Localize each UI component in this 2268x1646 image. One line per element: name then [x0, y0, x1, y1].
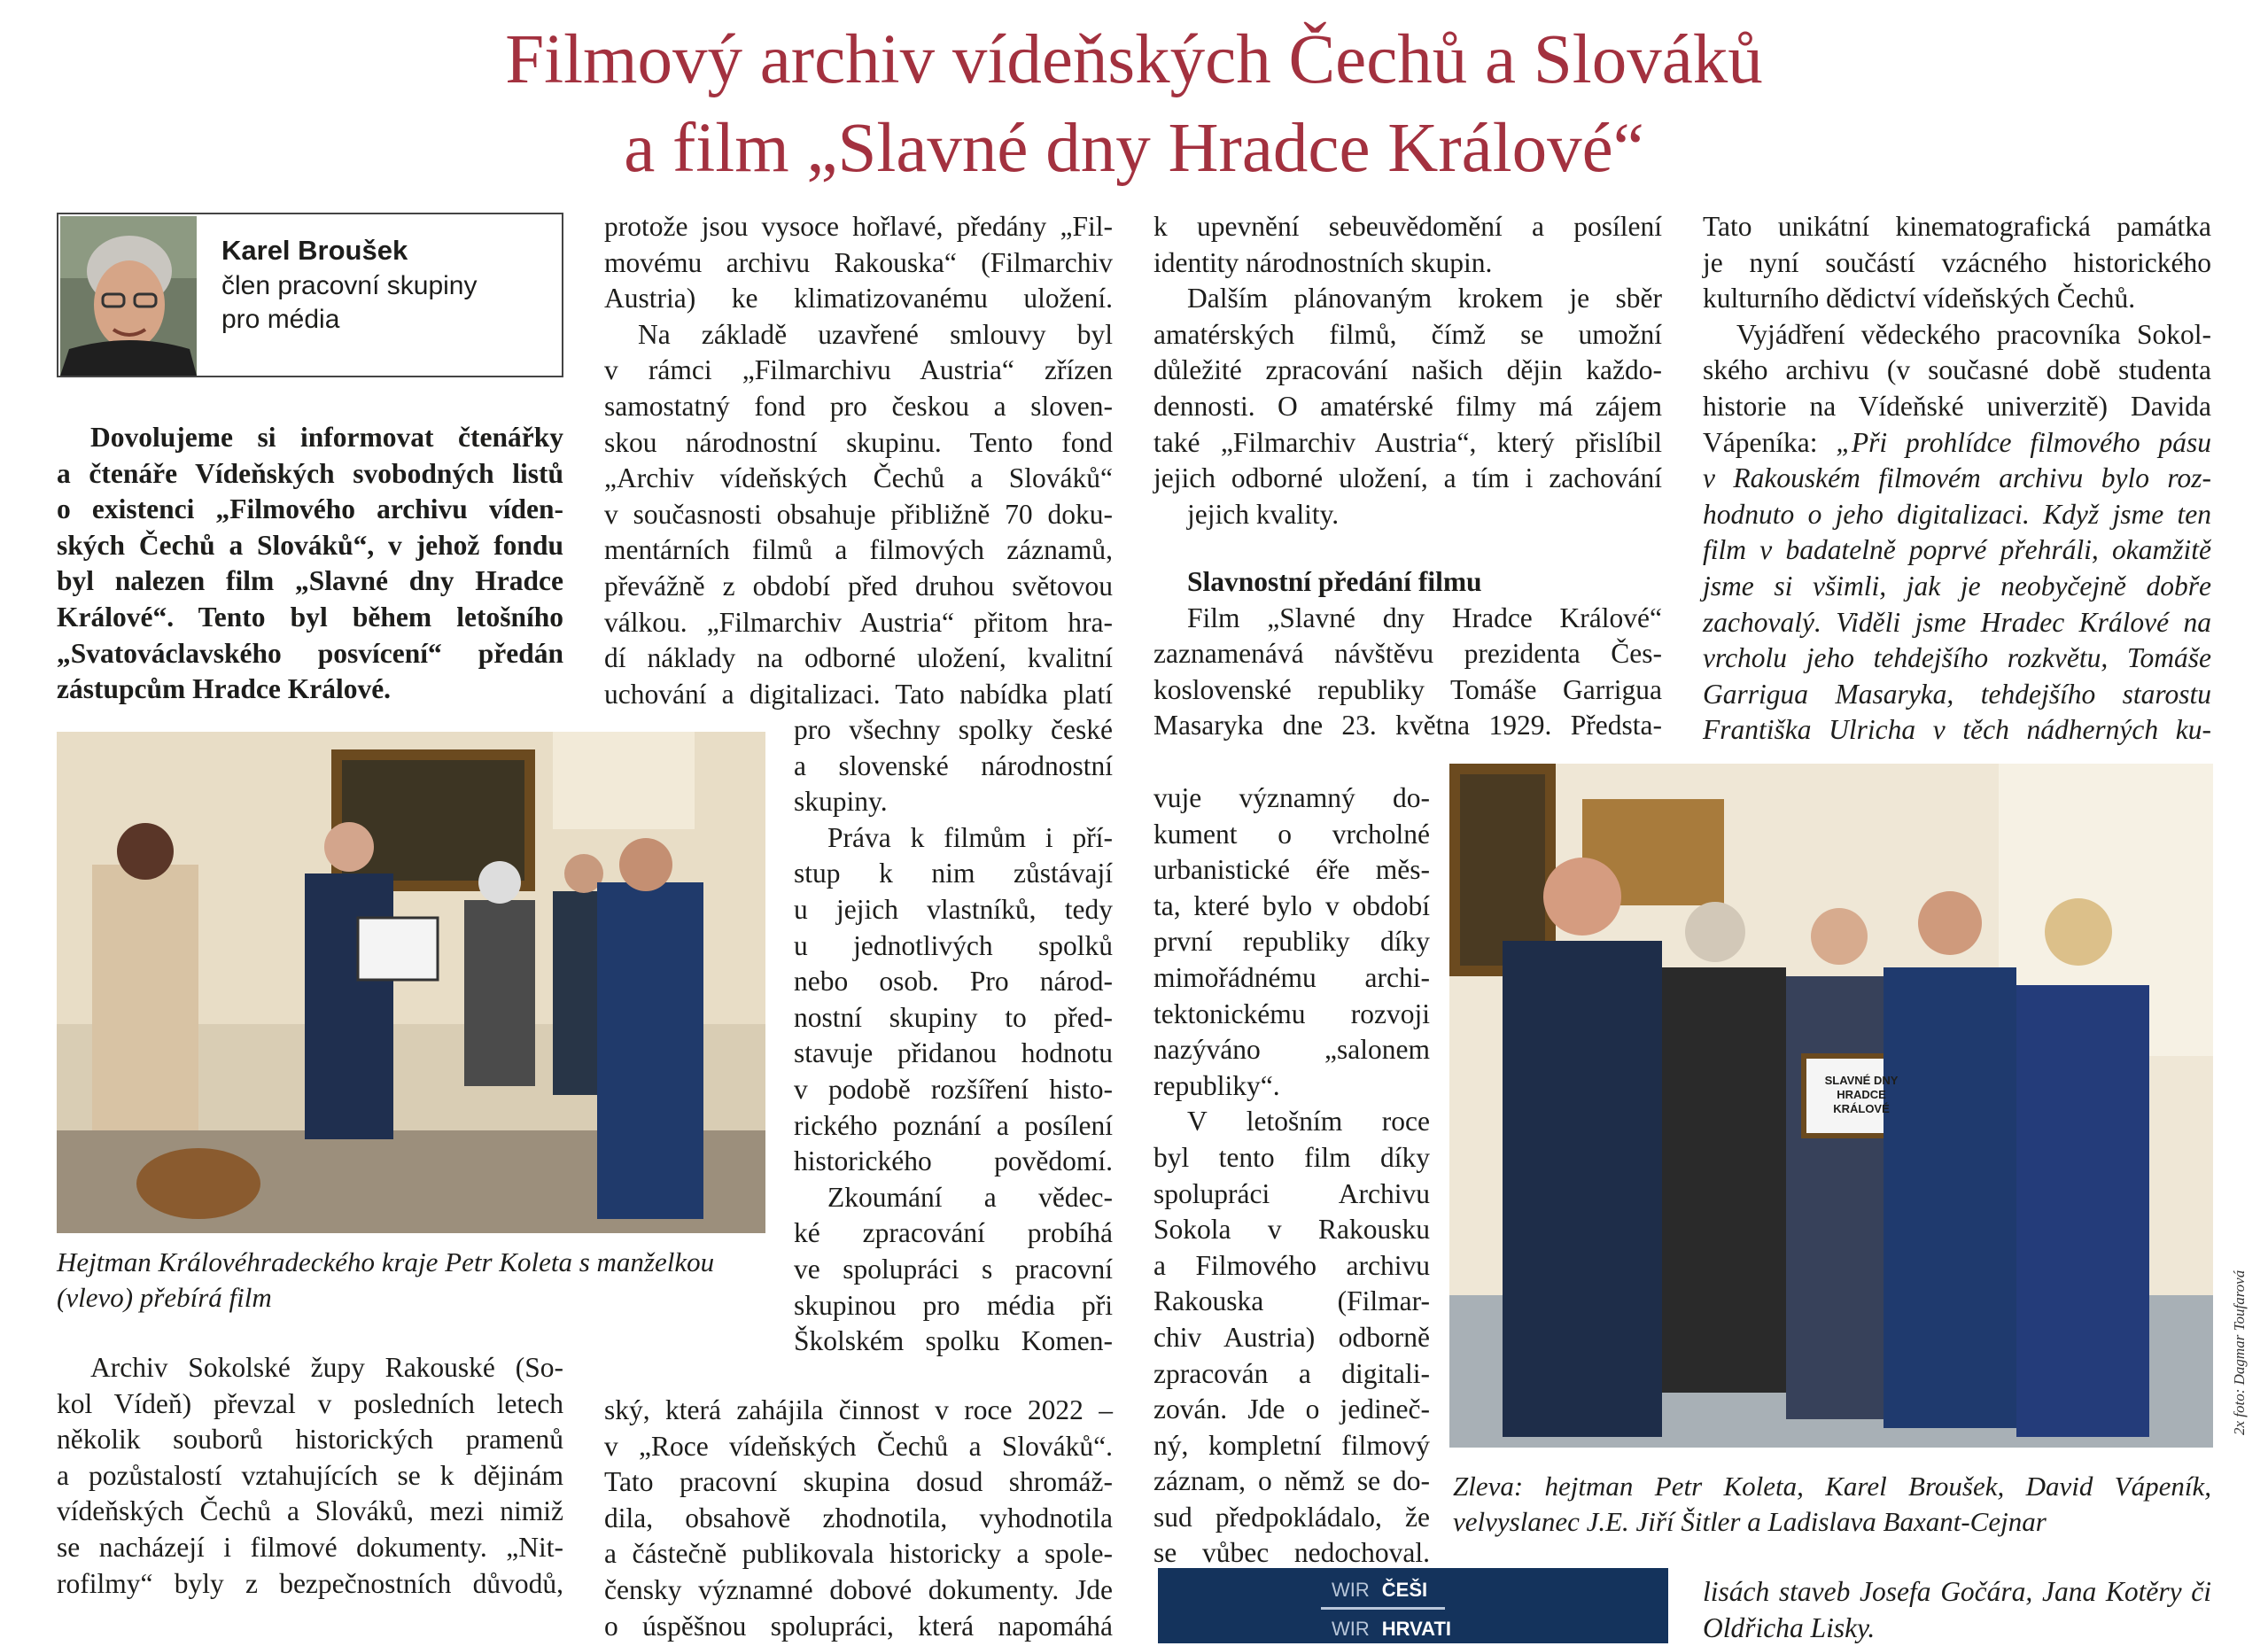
author-role-line-2: pro média [221, 305, 340, 334]
banner-row-2: WIR HRVATI [1332, 1618, 1451, 1640]
lead-paragraph: Dovolujeme si informovat čtenářky a čtenáře Vídeňských svobodných listů o existenci „Filmového archivu víden- ských Čechů a Slováků“, v jehož fondu byl nalezen film „Slavné dny Hradce Králové“. Tento byl během letošního „Svatováclavského posvícení“ předán zástupcům Hradce Králové. [57, 422, 563, 705]
col3-mid-text: Slavnostní předání filmu Film „Slavné dny Hradce Králové“ zaznamenává návštěvu prezidenta Čes- koslovenské republiky Tomáše Garrigua Masaryka dne 23. května 1929. Předsta- [1153, 566, 1662, 741]
col2-bottom-text: ský, která zahájila činnost v roce 2022 – v „Roce vídeňských Čechů a Slováků“. Tato pracovní skupina dosud shromáž- dila, obsahově zhodnotila, vyhodnotila a částečně publikovala historicky a spole- čensky významné dobové dokumenty. Jde o úspěšnou spolupráci, která napomáhá [604, 1394, 1113, 1642]
col3-narrow-text: vuje významný do- kument o vrcholné urbanistické éře měs- ta, které bylo v období první republiky díky mimořádnému archi- tektonickému rozvoji nazýváno „salonem republiky“. V letošním roce byl tento film díky spolupráci Archivu Sokola v Rakousku a Filmového archivu Rakouska (Filmar- chiv Austria) odborně zpracován a digitali- zován. Jde o jedineč- ný, kompletní filmový záznam, o němž se do- sud předpokládalo, že se vůbec nedochoval. [1153, 782, 1430, 1569]
framed-picture-text: SLAVNÉ DNY HRADCE KRÁLOVÉ [1824, 1074, 1899, 1115]
author-box [57, 213, 563, 377]
author-photo [60, 216, 197, 376]
col4-bottom-text: lisách staveb Josefa Gočára, Jana Kotěry či Oldřicha Lisky. [1703, 1576, 2211, 1643]
photo1-caption: Hejtman Královéhradeckého kraje Petr Koleta s manželkou (vlevo) přebírá film [57, 1246, 715, 1313]
photo2-caption: Zleva: hejtman Petr Koleta, Karel Broušek, David Vápeník, velvyslanec J.E. Jiří Šitler a Ladislava Baxant-Cejnar [1453, 1471, 2211, 1537]
author-role-line-1: člen pracovní skupiny [221, 271, 478, 300]
col3-top-text: k upevnění sebeuvědomění a posílení identity národnostních skupin. Dalším plánovaným krokem je sběr amatérských filmů, čímž se umožní důležité zpracování našich dějin každo- dennosti. O amatérské filmy má zájem také „Filmarchiv Austria“, který přislíbil jejich odborné uložení, a tím i zachování jejich kvality. [1153, 211, 1662, 530]
col1-bottom-text: Archiv Sokolské župy Rakouské (So- kol Vídeň) převzal v posledních letech několik souborů historických pramenů a pozůstalostí vztahujících se k dějinám vídeňských Čechů a Slováků, mezi nimiž se nacházejí i filmové dokumenty. „Nit- rofilmy“ byly z bezpečnostních důvodů, [57, 1352, 563, 1599]
author-role [221, 269, 478, 337]
article-title [0, 16, 2268, 193]
title-line-2: a film „Slavné dny Hradce Králové“ [624, 110, 1644, 187]
wir-banner [1158, 1568, 1668, 1643]
col2-top-text: protože jsou vysoce hořlavé, předány „Fil- movému archivu Rakouska“ (Filmarchiv Austria) ke klimatizovanému uložení. Na základě uzavřené smlouvy byl v rámci „Filmarchivu Austria“ zřízen samostatný fond pro českou a sloven- skou národnostní skupinu. Tento fond „Archiv vídeňských Čechů a Slováků“ v současnosti obsahuje přibližně 70 doku- mentárních filmů a filmových záznamů, převážně z období před druhou světovou válkou. „Filmarchiv Austria“ přitom hra- dí náklady na odborné uložení, kvalitní uchování a digitalizaci. Tato nabídka platí [604, 211, 1113, 710]
photo-group-portrait [1449, 764, 2213, 1448]
photo-credit: 2x foto: Dagmar Toufarová [2231, 1269, 2248, 1435]
title-line-1: Filmový archiv vídeňských Čechů a Slováků [505, 21, 1763, 98]
banner-row-1: WIR ČEŠI [1332, 1579, 1428, 1601]
section-subhead: Slavnostní předání filmu [1187, 566, 1482, 597]
col2-narrow-text: pro všechny spolky české a slovenské národnostní skupiny. Práva k filmům i pří- stup k nim zůstávají u jejich vlastníků, tedy u jednotlivých spolků nebo osob. Pro národ- nostní skupiny to před- stavuje přidanou hodnotu v podobě rozšíření histo- rického poznání a posílení historického povědomí. Zkoumání a vědec- ké zpracování probíhá ve spolupráci s pracovní skupinou pro média při Školském spolku Komen- [794, 714, 1113, 1357]
col4-top-text: Tato unikátní kinematografická památka je nyní součástí vzácného historického kulturního dědictví vídeňských Čechů. Vyjádření vědeckého pracovníka Sokol- ského archivu (v současné době studenta historie na Vídeňské univerzitě) Davida Vápeníka: „Při prohlídce filmového pásu v Rakouském filmovém archivu bylo roz- hodnuto o jeho digitalizaci. Když jsme ten film v badatelně poprvé přehráli, okamžitě jsme si všimli, jak je neobyčejně dobře zachovalý. Viděli jsme Hradec Králové na vrcholu jeho tehdejšího rozkvětu, Tomáše Garrigua Masaryka, tehdejšího starostu Františka Ulricha v těch nádherných ku- [1703, 211, 2211, 746]
photo-handover-ceremony [57, 732, 765, 1233]
author-name: Karel Broušek [221, 235, 408, 266]
banner-divider [1321, 1607, 1445, 1610]
